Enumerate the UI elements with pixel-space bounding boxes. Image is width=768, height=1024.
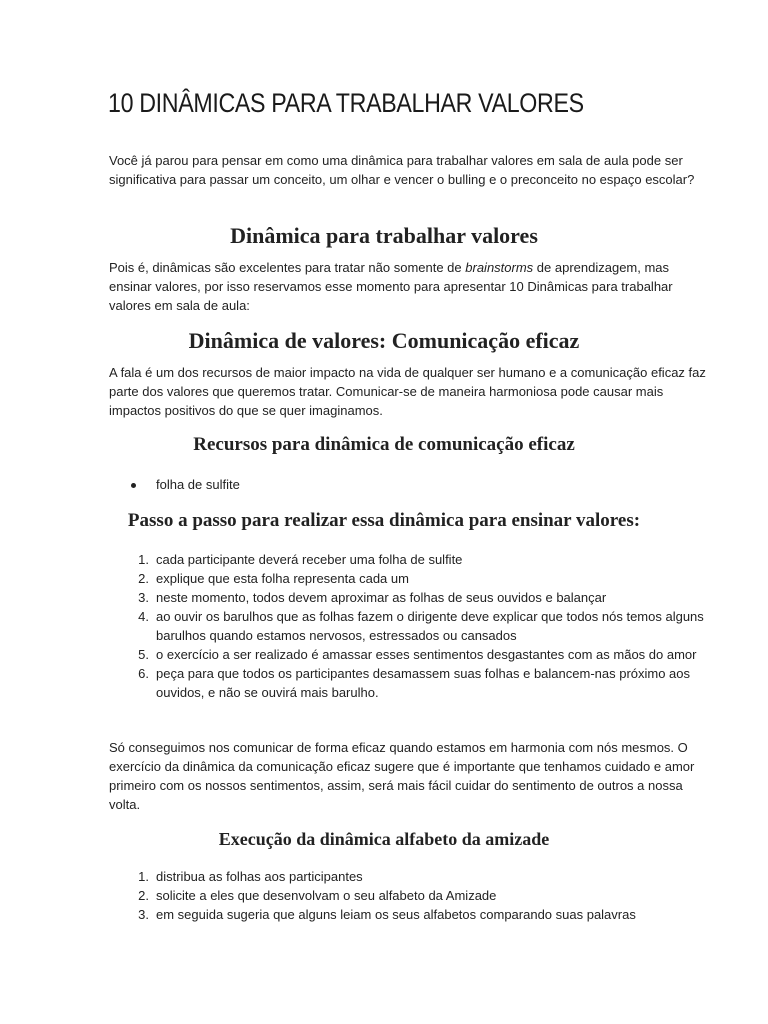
conclusion-paragraph: Só conseguimos nos comunicar de forma eficaz quando estamos em harmonia com nós mesmos. O exercício da dinâmica da comunicação eficaz sugere que é importante que tenhamos cuidado e amor primeiro com os nossos sentimentos, assim, será mais fácil cuidar do sentimento de outros a nossa volta. (109, 740, 695, 812)
page-title: 10 DINÂMICAS PARA TRABALHAR VALORES (108, 88, 584, 118)
list-item-text: cada participante deverá receber uma folha de sulfite (156, 552, 463, 567)
list-item-text: solicite a eles que desenvolvam o seu alfabeto da Amizade (156, 888, 497, 903)
list-number: 1. (138, 869, 149, 884)
resources-heading: Recursos para dinâmica de comunicação eficaz (193, 434, 575, 455)
list-number: 4. (138, 609, 149, 624)
list-item (109, 569, 714, 588)
alphabet-heading: Execução da dinâmica alfabeto da amizade (218, 829, 550, 849)
section-comunicacao-paragraph: A fala é um dos recursos de maior impacto na vida de qualquer ser humano e a comunicação eficaz faz parte dos valores que queremos tratar. Comunicar-se de maneira harmoniosa pode causar mais impactos positivos do que se quer imaginamos. (109, 365, 706, 418)
list-item-text: folha de sulfite (156, 477, 240, 492)
list-number: 2. (138, 888, 149, 903)
list-item (109, 664, 714, 702)
steps-heading: Passo a passo para realizar essa dinâmica para ensinar valores: (127, 510, 641, 531)
steps-list (109, 550, 714, 702)
section-heading-comunicacao: Dinâmica de valores: Comunicação eficaz (188, 328, 580, 353)
list-number: 3. (138, 590, 149, 605)
bullet-icon (131, 483, 136, 488)
list-item (109, 886, 714, 905)
list-item-text: neste momento, todos devem aproximar as folhas de seus ouvidos e balançar (156, 590, 607, 605)
list-item-text: peça para que todos os participantes desamassem suas folhas e balancem-nas próximo aos ouvidos, e não se ouvirá mais barulho. (156, 666, 691, 700)
list-item (109, 588, 714, 607)
list-item (109, 607, 714, 645)
list-number: 6. (138, 666, 149, 681)
section-heading-valores: Dinâmica para trabalhar valores (230, 223, 538, 248)
list-number: 2. (138, 571, 149, 586)
list-item-text: distribua as folhas aos participantes (156, 869, 363, 884)
list-item-text: o exercício a ser realizado é amassar esses sentimentos desgastantes com as mãos do amor (156, 647, 697, 662)
paragraph-text: Pois é, dinâmicas são excelentes para tratar não somente de (109, 260, 466, 275)
list-item (109, 645, 714, 664)
list-item (109, 475, 714, 494)
resources-list (109, 475, 714, 494)
list-item-text: explique que esta folha representa cada um (156, 571, 409, 586)
list-number: 3. (138, 907, 149, 922)
paragraph-text: de aprendizagem, mas ensinar valores, por isso reservamos esse momento para apresentar 10 Dinâmicas para trabalhar valores em sala de aula: (109, 260, 673, 313)
list-number: 5. (138, 647, 149, 662)
list-item (109, 905, 714, 924)
alphabet-list (109, 867, 714, 924)
list-item-text: ao ouvir os barulhos que as folhas fazem o dirigente deve explicar que todos nós temos alguns barulhos quando estamos nervosos, estressados ou cansados (156, 609, 704, 643)
list-number: 1. (138, 552, 149, 567)
intro-paragraph: Você já parou para pensar em como uma dinâmica para trabalhar valores em sala de aula pode ser significativa para passar um conceito, um olhar e vencer o bulling e o preconceito no espaço escolar? (109, 153, 695, 187)
list-item (109, 550, 714, 569)
list-item (109, 867, 714, 886)
emphasis-text: brainstorms (465, 260, 534, 275)
section-valores-paragraph (109, 258, 713, 315)
list-item-text: em seguida sugeria que alguns leiam os seus alfabetos comparando suas palavras (156, 907, 636, 922)
